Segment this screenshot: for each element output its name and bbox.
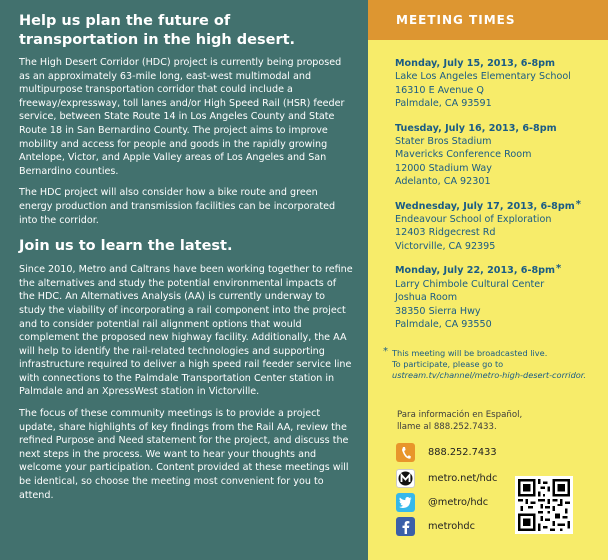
broadcast-line: This meeting will be broadcasted live. (392, 348, 548, 358)
website-link: metro.net/hdc (428, 473, 498, 484)
bike-route-paragraph: The HDC project will also consider how a bike route and green energy production and transmission facilities can be incorporated into the corridor. (19, 187, 336, 226)
meeting-times-title: MEETING TIMES (396, 13, 516, 27)
meeting-city: Adelanto, CA 92301 (395, 176, 491, 188)
meeting-city: Victorville, CA 92395 (395, 240, 496, 252)
meeting-list (368, 40, 608, 331)
meeting-date: Wednesday, July 17, 2013, 6-8pm* (395, 198, 581, 212)
phone-contact[interactable] (396, 443, 497, 462)
meeting-item (395, 264, 608, 331)
meeting-address: 12000 Stadium Way (395, 162, 492, 174)
meeting-venue: Endeavour School of Exploration (395, 214, 552, 226)
meeting-item (395, 122, 608, 189)
meeting-venue: Stater Bros Stadium (395, 136, 492, 148)
meeting-date: Tuesday, July 16, 2013, 6-8pm (395, 122, 557, 134)
qr-code[interactable] (515, 476, 573, 534)
meeting-date: Monday, July 22, 2013, 6-8pm* (395, 263, 562, 277)
meeting-date: Monday, July 15, 2013, 6-8pm (395, 58, 556, 69)
spanish-line-2: llame al 888.252.7433. (397, 421, 497, 432)
spanish-line-1: Para información en Español, (397, 410, 523, 420)
broadcast-prefix: To participate, please go to (392, 359, 504, 370)
twitter-contact[interactable] (396, 493, 488, 512)
intro-paragraph: The High Desert Corridor (HDC) project is currently being proposed as an approximately 63-mile long, east-west multimodal and multipurpose transportation corridor that could include a freeway/expressway, toll lanes and/or High Speed Rail (HSR) feeder service, between State Route 14 in Los Angeles County and State Route 18 in San Bernardino County. The project aims to improve mobility and access for people and goods in the rapidly growing Antelope, Victor, and Apple Valley areas of Los Angeles and San Bernardino counties. (19, 57, 345, 177)
phone-icon (396, 443, 415, 462)
focus-paragraph: The focus of these community meetings is to provide a project update, share highlights of key findings from the Rail AA, review the refined Purpose and Need statement for the project, and discuss the next steps in the process. We want to hear your thoughts and welcome your participation. Content provided at these meetings will be identical, so choose the meeting most convenient for you to attend. (19, 408, 349, 501)
twitter-handle: @metro/hdc (428, 497, 489, 508)
meeting-times-header (368, 0, 608, 40)
phone-number: 888.252.7433 (428, 447, 497, 458)
broadcast-star: * (383, 346, 388, 357)
meeting-item (395, 200, 608, 254)
meeting-city: Palmdale, CA 93591 (395, 98, 492, 110)
broadcast-note (383, 346, 596, 382)
meeting-address: 16310 E Avenue Q (395, 84, 484, 96)
history-paragraph: Since 2010, Metro and Caltrans have been working together to refine the alternatives and study the potential environmental impacts of the HDC. An Alternatives Analysis (AA) is currently underway to study the viability of incorporating a rail component into the project and to consider potential rail alignment options that would complement the proposed new highway facility. Additionally, the AA will help to identify the rail-related technologies and supporting infrastructure required to deliver a high speed rail feeder service line with connections to the Palmdale Transportation Center station in Palmdale and an XpressWest station in Victorville. (19, 264, 353, 398)
join-heading: Join us to learn the latest. (19, 238, 233, 255)
facebook-handle: metrohdc (428, 521, 476, 532)
meeting-city: Palmdale, CA 93550 (395, 318, 492, 330)
meeting-address: 38350 Sierra Hwy (395, 305, 481, 317)
meeting-room: Mavericks Conference Room (395, 149, 532, 161)
ustream-link[interactable]: ustream.tv/channel/metro-high-desert-corridor. (392, 370, 587, 381)
spanish-info (397, 410, 522, 433)
twitter-icon (396, 493, 415, 512)
meeting-item (395, 57, 608, 111)
web-contact[interactable] (396, 469, 497, 488)
facebook-contact[interactable] (396, 517, 475, 536)
meeting-address: 12403 Ridgecrest Rd (395, 227, 496, 239)
main-heading: Help us plan the future of transportation in the high desert. (19, 13, 296, 48)
meeting-room: Joshua Room (395, 292, 458, 304)
metro-logo-icon (396, 469, 415, 488)
facebook-icon (396, 517, 415, 536)
meeting-venue: Larry Chimbole Cultural Center (395, 278, 545, 290)
meeting-venue: Lake Los Angeles Elementary School (395, 71, 571, 83)
